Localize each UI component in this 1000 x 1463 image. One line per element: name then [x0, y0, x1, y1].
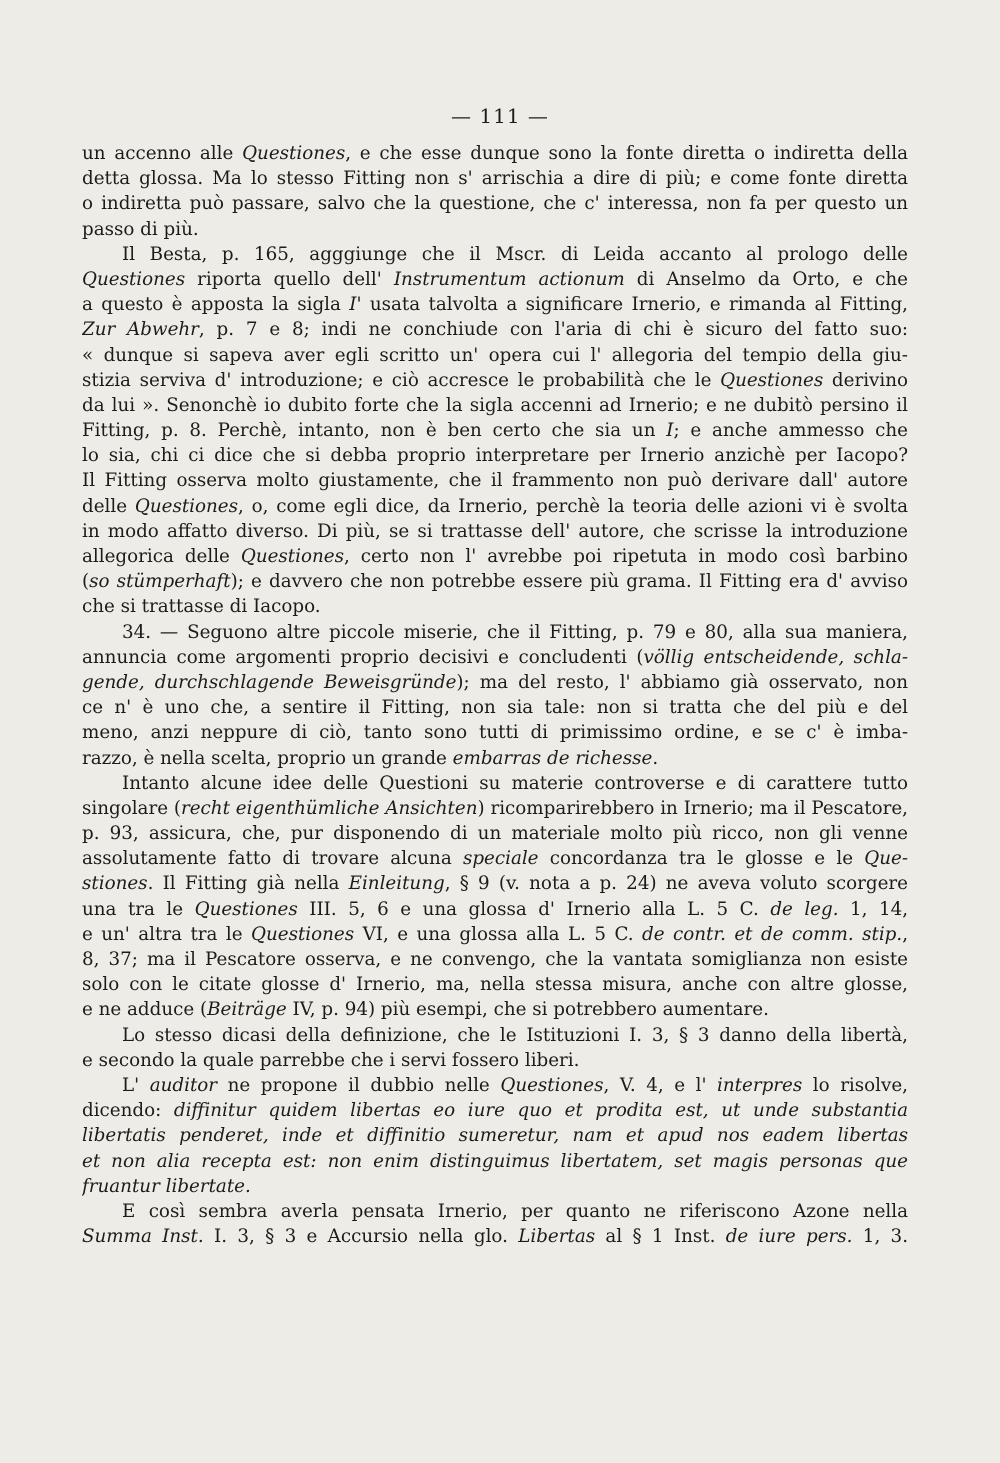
text-line: un accenno alle Questiones, e che esse dunque sono la fonte diretta o indiretta della [82, 143, 908, 164]
text-line: fruantur libertate. [82, 1175, 251, 1197]
text-line: gende, durchschlagende Beweisgründe); ma del resto, l' abbiamo già osservato, non [82, 671, 908, 693]
text-line: a questo è apposta la sigla I' usata talvolta a significare Irnerio, e rimanda al Fitting, [82, 294, 908, 316]
text-line: solo con le citate glosse d' Irnerio, ma, nella stessa misura, anche con altre glosse, [82, 974, 908, 996]
text-line: 34. — Seguono altre piccole miserie, che il Fitting, p. 79 e 80, alla sua maniera, [122, 621, 908, 643]
text-line: L' auditor ne propone il dubbio nelle Questiones, V. 4, e l' interpres lo risolve, [122, 1074, 908, 1096]
text-line: dicendo: diffinitur quidem libertas eo iure quo et prodita est, ut unde substantia [82, 1100, 908, 1122]
text-line: da lui ». Senonchè io dubito forte che la sigla accenni ad Irnerio; e ne dubitò persino il [82, 394, 908, 416]
text-line: (so stümperhaft); e davvero che non potrebbe essere più grama. Il Fitting era d' avviso [82, 571, 908, 593]
text-line: in modo affatto diverso. Di più, se si trattasse dell' autore, che scrisse la introduzione [82, 520, 908, 542]
text-line: Fitting, p. 8. Perchè, intanto, non è ben certo che sia un I; e anche ammesso che [82, 420, 908, 442]
text-line: Il Besta, p. 165, agggiunge che il Mscr. di Leida accanto al prologo delle [122, 243, 908, 265]
text-line: Intanto alcune idee delle Questioni su materie controverse e di carattere tutto [122, 772, 908, 794]
text-line: annuncia come argomenti proprio decisivi e concludenti (völlig entscheidende, schla- [82, 646, 908, 668]
text-line: passo di più. [82, 218, 199, 240]
text-line: assolutamente fatto di trovare alcuna speciale concordanza tra le glosse e le Que- [82, 848, 908, 870]
text-line: o indiretta può passare, salvo che la questione, che c' interessa, non fa per questo un [82, 193, 908, 215]
text-line: e un' altra tra le Questiones VI, e una glossa alla L. 5 C. de contr. et de comm. stip., [82, 923, 908, 945]
text-line: che si trattasse di Iacopo. [82, 596, 321, 618]
text-line: e secondo la quale parrebbe che i servi fossero liberi. [82, 1049, 580, 1071]
text-line: libertatis penderet, inde et diffinitio sumeretur, nam et apud nos eadem libertas [82, 1125, 908, 1147]
text-line: Questiones riporta quello dell' Instrumentum actionum di Anselmo da Orto, e che [82, 268, 908, 290]
text-line: singolare (recht eigenthümliche Ansichten) ricomparirebbero in Irnerio; ma il Pescatore, [82, 797, 908, 819]
text-line: delle Questiones, o, come egli dice, da Irnerio, perchè la teoria delle azioni vi è svolta [82, 495, 908, 517]
text-line: stiones. Il Fitting già nella Einleitung, § 9 (v. nota a p. 24) ne aveva voluto scorgere [82, 873, 908, 895]
body-text [82, 141, 908, 1249]
text-line: Summa Inst. I. 3, § 3 e Accursio nella glo. Libertas al § 1 Inst. de iure pers. 1, 3. [82, 1226, 908, 1248]
text-line: « dunque si sapeva aver egli scritto un' opera cui l' allegoria del tempio della giu- [82, 344, 908, 366]
text-line: allegorica delle Questiones, certo non l' avrebbe poi ripetuta in modo così barbino [82, 546, 908, 567]
text-line: 8, 37; ma il Pescatore osserva, e ne convengo, che la vantata somiglianza non esiste [82, 949, 908, 970]
text-line: p. 93, assicura, che, pur disponendo di un materiale molto più ricco, non gli venne [82, 823, 908, 845]
text-line: e ne adduce (Beiträge IV, p. 94) più esempi, che si potrebbero aumentare. [82, 999, 769, 1021]
text-line: Il Fitting osserva molto giustamente, che il frammento non può derivare dall' autore [82, 470, 908, 492]
text-line: E così sembra averla pensata Irnerio, per quanto ne riferiscono Azone nella [122, 1200, 908, 1222]
text-line: ce n' è uno che, a sentire il Fitting, non sia tale: non si tratta che del più e del [82, 697, 908, 719]
text-line: lo sia, chi ci dice che si debba proprio interpretare per Irnerio anzichè per Iacopo? [82, 445, 908, 467]
text-line: et non alia recepta est: non enim distinguimus libertatem, set magis personas que [82, 1150, 908, 1172]
text-line: Zur Abwehr, p. 7 e 8; indi ne conchiude con l'aria di chi è sicuro del fatto suo: [82, 319, 908, 341]
text-line: una tra le Questiones III. 5, 6 e una glossa d' Irnerio alla L. 5 C. de leg. 1, 14, [82, 898, 908, 920]
text-line: meno, anzi neppure di ciò, tanto sono tutti di primissimo ordine, e se c' è imba- [82, 722, 908, 744]
text-line: stizia serviva d' introduzione; e ciò accresce le probabilità che le Questiones derivino [82, 369, 908, 391]
text-line: razzo, è nella scelta, proprio un grande embarras de richesse. [82, 747, 659, 769]
text-line: detta glossa. Ma lo stesso Fitting non s' arrischia a dire di più; e come fonte diretta [82, 168, 908, 190]
page-number: — 111 — [451, 104, 549, 128]
text-line: Lo stesso dicasi della definizione, che le Istituzioni I. 3, § 3 danno della libertà, [122, 1024, 908, 1046]
